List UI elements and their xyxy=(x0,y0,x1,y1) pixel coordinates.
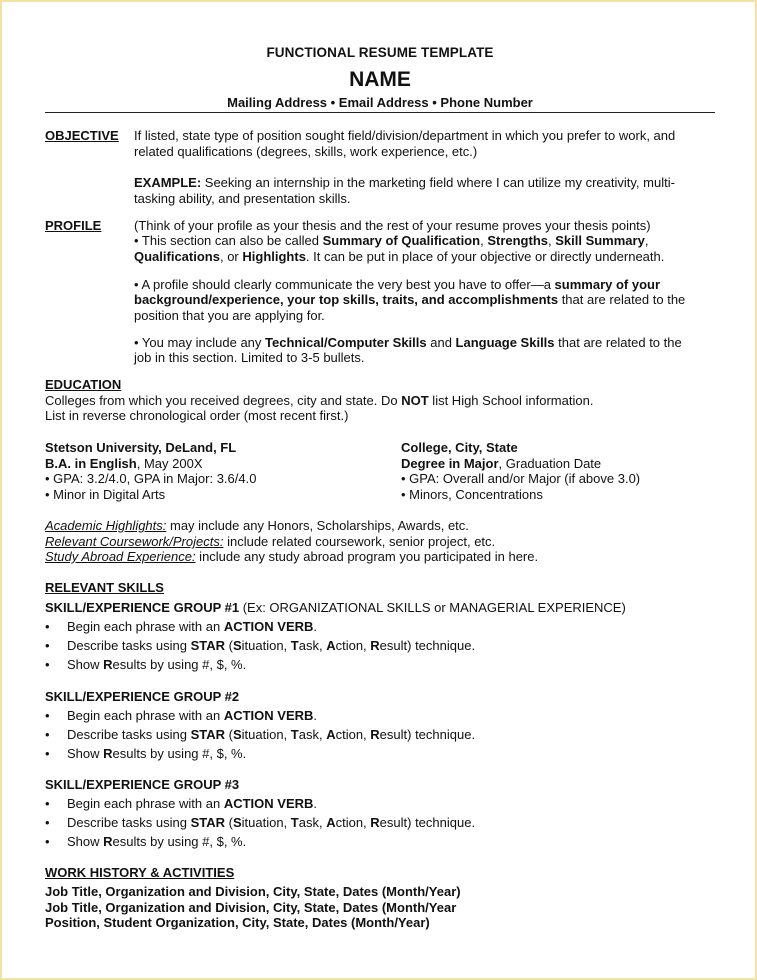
objective-line-2: related qualifications (degrees, skills, work experience, etc.) xyxy=(134,144,478,159)
text: and xyxy=(426,335,456,350)
text-bold: R xyxy=(370,727,380,742)
text: that are related to the xyxy=(558,292,686,307)
text: Begin each phrase with an xyxy=(67,796,224,811)
skills-heading xyxy=(45,580,164,596)
text-bold: Strengths xyxy=(487,233,548,248)
text: esults by using #, $, %. xyxy=(112,834,247,849)
relevant-coursework-line xyxy=(45,534,495,550)
skill-group-3-bullet-1 xyxy=(45,796,318,812)
applicant-name: NAME xyxy=(349,68,411,91)
work-entry-2: Job Title, Organization and Division, City, State, Dates (Month/Year xyxy=(45,900,457,915)
skill-group-2-bullet-2 xyxy=(45,727,476,743)
text: ituation, xyxy=(241,638,291,653)
text-bold: STAR xyxy=(190,815,225,830)
text: ituation, xyxy=(241,727,291,742)
bullet: • xyxy=(45,727,50,742)
text-bold: Technical/Computer Skills xyxy=(265,335,427,350)
text: . It can be put in place of your objective or directly underneath. xyxy=(305,249,665,264)
text-bold: A xyxy=(326,815,336,830)
text-bold: Summary of Qualification xyxy=(322,233,481,248)
text-bold: Degree in Major xyxy=(401,456,499,471)
skill-group-3-bullet-3 xyxy=(45,834,247,850)
text-bold: SKILL/EXPERIENCE GROUP #2 xyxy=(45,689,240,704)
text-bold: STAR xyxy=(190,727,225,742)
education-left-school: Stetson University, DeLand, FL xyxy=(45,440,237,455)
text-bold: A xyxy=(326,638,336,653)
text-bold: A xyxy=(326,727,336,742)
example-label: EXAMPLE: xyxy=(134,175,202,190)
skill-group-1-title xyxy=(45,600,626,616)
objective-line-1: If listed, state type of position sought field/division/department in which you prefer to work, and xyxy=(134,128,676,143)
document-title: FUNCTIONAL RESUME TEMPLATE xyxy=(266,45,494,60)
text-bold: B.A. in English xyxy=(45,456,137,471)
objective-heading xyxy=(45,128,119,144)
text: Describe tasks using xyxy=(67,815,191,830)
bullet: • xyxy=(45,746,50,761)
text-bold: summary of your xyxy=(554,277,661,292)
text: Show xyxy=(67,834,104,849)
relevant-coursework-label: Relevant Coursework/Projects: xyxy=(45,534,224,549)
text-bold: Language Skills xyxy=(455,335,555,350)
text: include any study abroad program you participated in here. xyxy=(195,549,539,564)
work-entry-1: Job Title, Organization and Division, City, State, Dates (Month/Year) xyxy=(45,884,461,899)
skill-group-2-bullet-1 xyxy=(45,708,318,724)
text-bold: SKILL/EXPERIENCE GROUP #3 xyxy=(45,777,240,792)
work-heading xyxy=(45,865,234,881)
text: Show xyxy=(67,657,104,672)
text: that are related to the xyxy=(554,335,682,350)
education-line-2: List in reverse chronological order (most recent first.) xyxy=(45,408,349,423)
text-bold: T xyxy=(290,638,299,653)
text: • A profile should clearly communicate the very best you have to offer—a xyxy=(134,277,555,292)
work-entry-3: Position, Student Organization, City, State, Dates (Month/Year) xyxy=(45,915,430,930)
text-bold: STAR xyxy=(190,638,225,653)
objective-example-line-1 xyxy=(134,175,675,191)
bullet: • xyxy=(45,815,50,830)
text: ction, xyxy=(335,815,371,830)
text-bold: ACTION VERB xyxy=(223,619,314,634)
text-bold: R xyxy=(103,746,113,761)
text: , xyxy=(644,233,649,248)
objective-heading-text: OBJECTIVE xyxy=(45,128,119,143)
education-right-school: College, City, State xyxy=(401,440,518,455)
text: ask, xyxy=(298,815,327,830)
text: , or xyxy=(219,249,243,264)
text: Show xyxy=(67,746,104,761)
example-text: Seeking an internship in the marketing field where I can utilize my creativity, multi- xyxy=(201,175,675,190)
text: esult) technique. xyxy=(379,638,476,653)
text: . xyxy=(313,708,318,723)
text-bold: SKILL/EXPERIENCE GROUP #1 xyxy=(45,600,240,615)
text-bold: T xyxy=(290,727,299,742)
skill-group-1-bullet-3 xyxy=(45,657,247,673)
text: esult) technique. xyxy=(379,815,476,830)
profile-point-1-line-1 xyxy=(134,233,648,249)
text: (Ex: ORGANIZATIONAL SKILLS or MANAGERIAL EXPERIENCE) xyxy=(239,600,626,615)
bullet: • xyxy=(45,638,50,653)
text: Begin each phrase with an xyxy=(67,708,224,723)
text-bold: ACTION VERB xyxy=(223,796,314,811)
text: list High School information. xyxy=(428,393,594,408)
bullet: • xyxy=(45,796,50,811)
bullet: • xyxy=(45,619,50,634)
text: ask, xyxy=(298,727,327,742)
text: Begin each phrase with an xyxy=(67,619,224,634)
text-bold: R xyxy=(370,638,380,653)
education-line-1 xyxy=(45,393,593,409)
profile-point-3-line-2: job in this section. Limited to 3-5 bullets. xyxy=(134,350,365,365)
academic-highlights-label: Academic Highlights: xyxy=(45,518,167,533)
objective-example-line-2: tasking ability, and presentation skills. xyxy=(134,191,351,206)
text-bold: Skill Summary xyxy=(555,233,645,248)
text: esult) technique. xyxy=(379,727,476,742)
text: . xyxy=(313,619,318,634)
bullet: • xyxy=(45,708,50,723)
text-bold: R xyxy=(103,834,113,849)
text: ction, xyxy=(335,638,371,653)
text: , May 200X xyxy=(136,456,203,471)
profile-line-1: (Think of your profile as your thesis and the rest of your resume proves your thesis points) xyxy=(134,218,651,233)
profile-point-3-line-1 xyxy=(134,335,682,351)
text: esults by using #, $, %. xyxy=(112,746,247,761)
text: ituation, xyxy=(241,815,291,830)
bullet: • xyxy=(45,657,50,672)
education-right-degree xyxy=(401,456,601,472)
skills-heading-text: RELEVANT SKILLS xyxy=(45,580,164,595)
skill-group-1-bullet-2 xyxy=(45,638,476,654)
profile-heading xyxy=(45,218,101,234)
text: esults by using #, $, %. xyxy=(112,657,247,672)
skill-group-3-title xyxy=(45,777,239,793)
profile-heading-text: PROFILE xyxy=(45,218,102,233)
text: , xyxy=(547,233,556,248)
text: ction, xyxy=(335,727,371,742)
education-left-gpa: • GPA: 3.2/4.0, GPA in Major: 3.6/4.0 xyxy=(45,471,257,486)
education-heading-text: EDUCATION xyxy=(45,377,122,392)
text-bold: background/experience, your top skills, traits, and accomplishments xyxy=(134,292,559,307)
text: ask, xyxy=(298,638,327,653)
text: , xyxy=(480,233,488,248)
skill-group-2-title xyxy=(45,689,239,705)
education-left-degree xyxy=(45,456,203,472)
text: ( xyxy=(225,815,233,830)
text-bold: Highlights xyxy=(242,249,306,264)
text: . xyxy=(313,796,318,811)
text-bold: Qualifications xyxy=(134,249,220,264)
profile-point-2-line-1 xyxy=(134,277,660,293)
text-bold: S xyxy=(232,638,242,653)
text-bold: T xyxy=(290,815,299,830)
text: may include any Honors, Scholarships, Awards, etc. xyxy=(166,518,469,533)
work-heading-text: WORK HISTORY & ACTIVITIES xyxy=(45,865,235,880)
text-bold: R xyxy=(103,657,113,672)
text: include related coursework, senior project, etc. xyxy=(223,534,496,549)
education-heading xyxy=(45,377,121,393)
study-abroad-label: Study Abroad Experience: xyxy=(45,549,196,564)
skill-group-2-bullet-3 xyxy=(45,746,247,762)
text: ( xyxy=(225,638,233,653)
skill-group-3-bullet-2 xyxy=(45,815,476,831)
academic-highlights-line xyxy=(45,518,469,534)
education-right-minor: • Minors, Concentrations xyxy=(401,487,543,502)
text: Describe tasks using xyxy=(67,727,191,742)
text-bold: ACTION VERB xyxy=(223,708,314,723)
education-right-gpa: • GPA: Overall and/or Major (if above 3.0) xyxy=(401,471,641,486)
text-bold: S xyxy=(232,727,242,742)
text: Describe tasks using xyxy=(67,638,191,653)
bullet: • xyxy=(45,834,50,849)
text: • You may include any xyxy=(134,335,266,350)
education-left-minor: • Minor in Digital Arts xyxy=(45,487,166,502)
header-divider xyxy=(45,112,715,113)
text: , Graduation Date xyxy=(498,456,602,471)
text: Colleges from which you received degrees, city and state. Do xyxy=(45,393,402,408)
text-bold: R xyxy=(370,815,380,830)
profile-point-2-line-2 xyxy=(134,292,685,308)
text-bold: NOT xyxy=(401,393,429,408)
text-bold: S xyxy=(232,815,242,830)
study-abroad-line xyxy=(45,549,538,565)
contact-line: Mailing Address • Email Address • Phone Number xyxy=(227,95,533,110)
profile-point-1-line-2 xyxy=(134,249,664,265)
text: • This section can also be called xyxy=(134,233,323,248)
profile-point-2-line-3: position that you are applying for. xyxy=(134,308,325,323)
skill-group-1-bullet-1 xyxy=(45,619,318,635)
text: ( xyxy=(225,727,233,742)
